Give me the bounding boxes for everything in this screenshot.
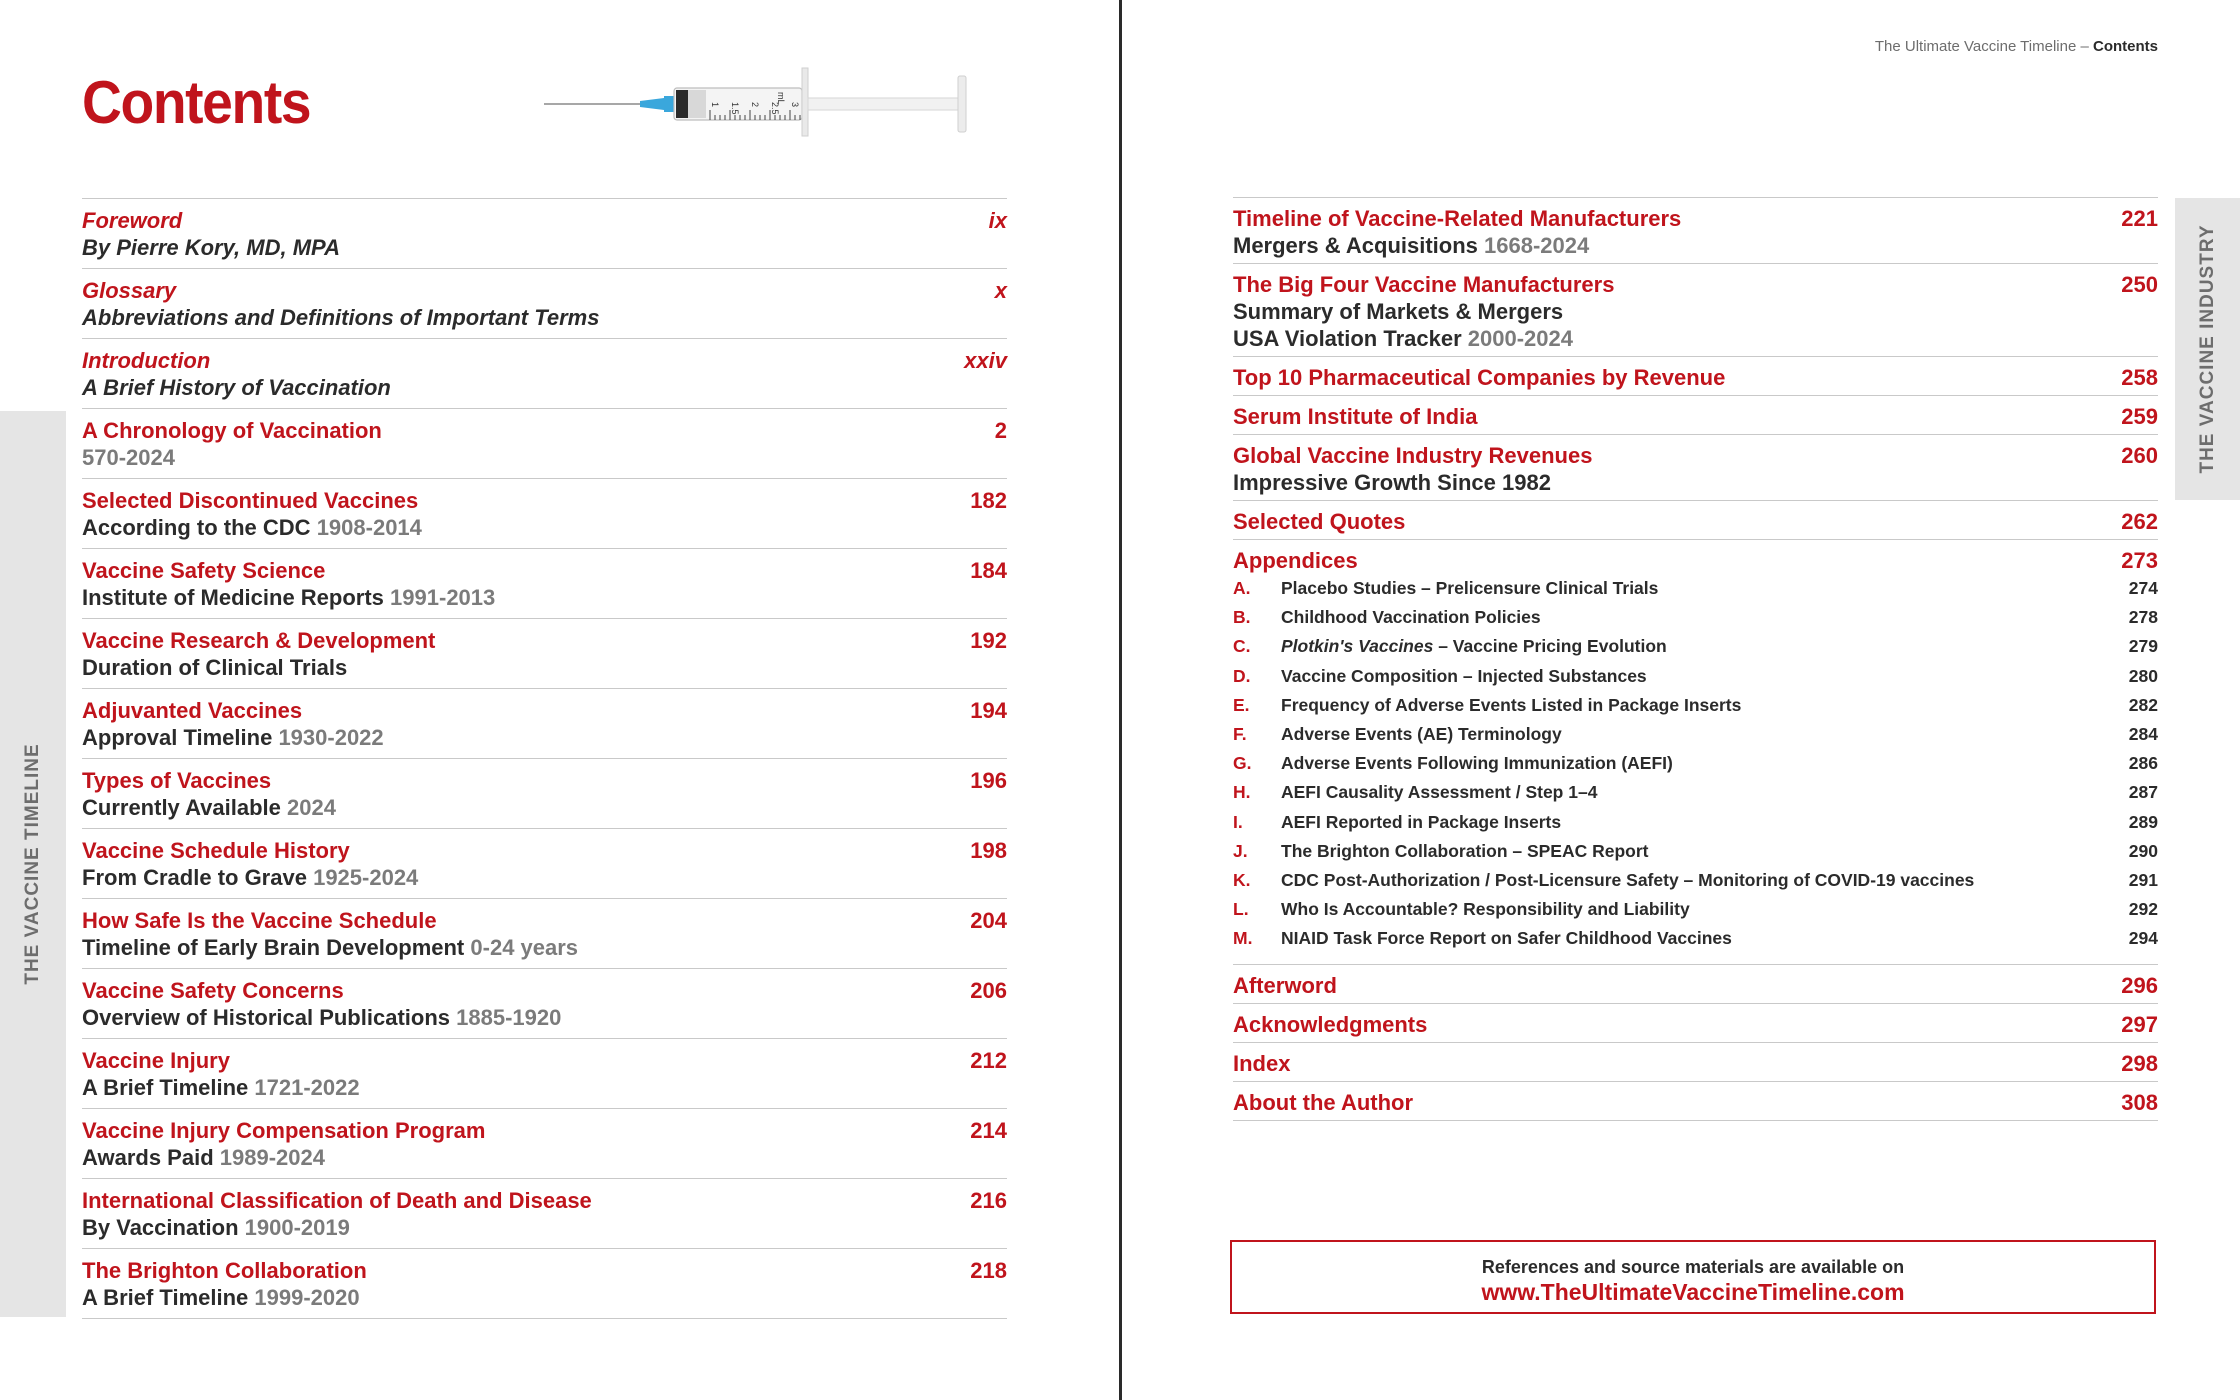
toc-entry[interactable] [1233, 1082, 2158, 1121]
appendix-item[interactable] [1233, 722, 2158, 751]
toc-entry[interactable] [1233, 1043, 2158, 1082]
toc-right-bottom-group [1233, 965, 2158, 1121]
toc-entry[interactable] [82, 1249, 1007, 1319]
appendix-page: 284 [2128, 723, 2158, 744]
appendix-title-text: Frequency of Adverse Events Listed in Package Inserts [1281, 694, 1742, 715]
appendix-item[interactable] [1233, 926, 2158, 955]
appendix-title[interactable] [1281, 693, 1741, 717]
appendix-letter: K. [1233, 869, 1251, 890]
toc-entry-subtitle [1233, 298, 2158, 325]
toc-entry-subtitle [82, 1004, 1007, 1031]
side-tab-vaccine-industry [2175, 198, 2240, 500]
appendix-page: 280 [2128, 665, 2158, 686]
appendix-title-text: Who Is Accountable? Responsibility and Liability [1281, 899, 1690, 920]
appendix-item[interactable] [1233, 810, 2158, 839]
appendix-title-text: CDC Post-Authorization / Post-Licensure Safety – Monitoring of COVID-19 vaccines [1281, 869, 1975, 890]
toc-entry-subtitle [82, 444, 1007, 471]
toc-entry[interactable] [82, 269, 1007, 339]
appendix-page: 289 [2128, 811, 2158, 832]
toc-entry-subtitle [82, 234, 1007, 261]
toc-entry-subtitle-text: By Pierre Kory, MD, MPA [82, 235, 340, 260]
toc-entry[interactable] [82, 1109, 1007, 1179]
toc-entry-years: 0-24 years [470, 935, 579, 960]
toc-entry-title[interactable]: Foreword [82, 208, 183, 233]
toc-entry-subtitle-text: Currently Available [82, 795, 281, 820]
toc-entry-subtitle [82, 1074, 1007, 1101]
toc-entry-subtitle [82, 654, 1007, 681]
toc-entry-subtitle [82, 514, 1007, 541]
running-header [1875, 38, 2158, 55]
toc-entry-subtitle-text: Summary of Markets & Mergers [1233, 299, 1564, 324]
toc-entry-subtitle-text: Approval Timeline [82, 725, 273, 750]
appendix-title[interactable] [1281, 780, 1597, 804]
appendix-title-italic: Plotkin's Vaccines [1281, 636, 1434, 657]
toc-entry-page: 298 [2121, 1050, 2158, 1076]
appendix-letter: D. [1233, 665, 1251, 686]
toc-entry-appendices[interactable] [1233, 540, 2158, 965]
toc-entry-page: 2 [994, 418, 1007, 443]
toc-entry-page: 296 [2121, 972, 2158, 998]
toc-right [1233, 197, 2158, 1121]
toc-entry-title[interactable]: Vaccine Safety Science [82, 558, 326, 583]
toc-right-top-group [1233, 198, 2158, 540]
toc-entry-page: 216 [970, 1188, 1007, 1213]
toc-entry-page: 258 [2121, 365, 2158, 390]
toc-entry-title[interactable]: Types of Vaccines [82, 768, 272, 793]
toc-entry-page: 308 [2121, 1089, 2158, 1115]
appendix-page: 292 [2128, 899, 2158, 920]
toc-entry-title[interactable]: A Chronology of Vaccination [82, 418, 382, 443]
toc-entry-page: 206 [970, 978, 1007, 1003]
appendix-page: 279 [2128, 636, 2158, 657]
toc-entry-title[interactable]: International Classification of Death and Disease [82, 1188, 592, 1213]
toc-entry-title[interactable]: Selected Quotes [1233, 509, 1406, 534]
toc-entry-subtitle [82, 934, 1007, 961]
toc-entry-page: 204 [970, 908, 1007, 933]
toc-entry-subtitle-text: Timeline of Early Brain Development [82, 935, 465, 960]
appendix-page: 287 [2128, 782, 2158, 803]
toc-entry-title[interactable]: Top 10 Pharmaceutical Companies by Revenue [1233, 365, 1726, 390]
toc-entry-years: 1989-2024 [219, 1145, 325, 1170]
appendix-title-text: – Vaccine Pricing Evolution [1433, 636, 1667, 657]
references-box [1230, 1240, 2156, 1314]
appendix-item[interactable] [1233, 839, 2158, 868]
running-header-section: Contents [2093, 38, 2158, 55]
left-page [0, 0, 1119, 1400]
toc-entry-subtitle [82, 1144, 1007, 1171]
appendix-title[interactable] [1281, 868, 1974, 892]
toc-entry[interactable] [82, 1039, 1007, 1109]
appendix-title-text: Childhood Vaccination Policies [1281, 607, 1541, 628]
appendix-item[interactable] [1233, 576, 2158, 605]
toc-entry-title[interactable]: Appendices [1233, 548, 1358, 573]
syringe-scale-label: 1.5 [730, 102, 740, 115]
toc-entry-subtitle [82, 1284, 1007, 1311]
toc-entry-page: xxiv [964, 348, 1007, 373]
toc-entry[interactable] [1233, 965, 2158, 1004]
toc-entry-subtitle-text: USA Violation Tracker [1233, 326, 1462, 351]
toc-entry[interactable] [82, 829, 1007, 899]
appendix-page: 290 [2128, 840, 2158, 861]
toc-entry-page: 212 [970, 1048, 1007, 1073]
appendix-item[interactable] [1233, 664, 2158, 693]
appendix-item[interactable] [1233, 634, 2158, 663]
toc-entry[interactable] [82, 689, 1007, 759]
toc-entry-title[interactable]: Adjuvanted Vaccines [82, 698, 303, 723]
appendix-title-text: Placebo Studies – Prelicensure Clinical Trials [1281, 578, 1659, 598]
toc-entry-title[interactable]: Vaccine Schedule History [82, 838, 350, 863]
toc-entry-title[interactable]: Vaccine Safety Concerns [82, 978, 344, 1003]
side-tab-vaccine-timeline [0, 411, 66, 1317]
appendix-title[interactable] [1281, 839, 1649, 863]
toc-entry-page: 260 [2121, 443, 2158, 468]
toc-entry-title[interactable]: Afterword [1233, 972, 1337, 998]
toc-entry[interactable] [1233, 198, 2158, 264]
appendix-title[interactable] [1281, 897, 1690, 921]
appendix-title-text: Adverse Events Following Immunization (AEFI) [1281, 753, 1673, 774]
toc-entry-subtitle-text: Mergers & Acquisitions [1233, 233, 1478, 258]
toc-entry[interactable] [82, 619, 1007, 689]
toc-entry-subtitle-text: Abbreviations and Definitions of Important Terms [82, 305, 600, 330]
appendix-title[interactable] [1281, 634, 1667, 658]
toc-entry-subtitle-text: A Brief History of Vaccination [82, 375, 391, 400]
toc-entry[interactable] [82, 759, 1007, 829]
toc-entry-subtitle-text: According to the CDC [82, 515, 311, 540]
syringe-scale-label: 3 [790, 102, 800, 108]
appendix-title[interactable] [1281, 810, 1561, 834]
toc-entry-page: 218 [970, 1258, 1007, 1283]
book-spine-divider [1119, 0, 1122, 1400]
page-title: Contents [82, 69, 311, 136]
appendix-item[interactable] [1233, 868, 2158, 897]
toc-entry-page: 214 [970, 1118, 1007, 1143]
toc-entry[interactable] [82, 339, 1007, 409]
toc-entry-subtitle [82, 724, 1007, 751]
toc-entry-years: 1930-2022 [278, 725, 384, 750]
toc-entry-subtitle-text: Overview of Historical Publications [82, 1005, 450, 1030]
toc-entry-subtitle [1233, 325, 2158, 352]
toc-entry-subtitle [82, 304, 1007, 331]
toc-entry-title[interactable]: Glossary [82, 278, 177, 303]
syringe-scale-label: 1 [710, 102, 720, 108]
appendix-letter: F. [1233, 723, 1247, 744]
toc-entry-subtitle [82, 1214, 1007, 1241]
toc-entry-title[interactable]: The Brighton Collaboration [82, 1258, 367, 1283]
toc-entry[interactable] [1233, 435, 2158, 501]
appendix-letter: E. [1233, 694, 1250, 715]
references-url-link[interactable]: www.TheUltimateVaccineTimeline.com [1481, 1279, 1905, 1305]
toc-entry-page: 297 [2121, 1011, 2158, 1037]
toc-entry-title[interactable]: The Big Four Vaccine Manufacturers [1233, 272, 1615, 297]
appendix-page: 278 [2128, 607, 2158, 628]
toc-entry-subtitle-text: Institute of Medicine Reports [82, 585, 384, 610]
toc-entry[interactable] [82, 1179, 1007, 1249]
toc-entry-title[interactable]: Selected Discontinued Vaccines [82, 488, 419, 513]
references-text: References and source materials are available on [1481, 1257, 1905, 1277]
appendix-letter: B. [1233, 607, 1251, 628]
toc-entry-years: 1721-2022 [254, 1075, 360, 1100]
toc-entry-subtitle-text: Impressive Growth Since 1982 [1233, 470, 1551, 495]
toc-entry-title[interactable]: About the Author [1233, 1089, 1414, 1115]
appendix-title-text: Vaccine Composition – Injected Substances [1281, 665, 1647, 686]
appendix-letter: I. [1233, 811, 1243, 832]
appendix-title-text: Adverse Events (AE) Terminology [1281, 723, 1562, 744]
toc-entry-years: 1900-2019 [244, 1215, 350, 1240]
syringe-icon [540, 62, 1015, 142]
toc-entry-years: 1925-2024 [313, 865, 419, 890]
appendix-page: 286 [2128, 753, 2158, 774]
syringe-scale-label: 2 [750, 102, 760, 108]
appendix-item[interactable] [1233, 693, 2158, 722]
toc-entry-page: 198 [970, 838, 1007, 863]
toc-entry-page: 262 [2121, 509, 2158, 534]
appendix-letter: G. [1233, 753, 1252, 774]
syringe-scale-label: 2.5 [770, 102, 780, 115]
toc-entry-page: 250 [2121, 272, 2158, 297]
toc-entry[interactable] [82, 199, 1007, 269]
toc-entry-title[interactable]: Vaccine Injury Compensation Program [82, 1118, 486, 1143]
toc-entry-subtitle-text: From Cradle to Grave [82, 865, 307, 890]
toc-entry-subtitle [82, 794, 1007, 821]
toc-entry-subtitle-text: By Vaccination [82, 1215, 239, 1240]
toc-entry[interactable] [1233, 357, 2158, 396]
toc-entry-years: 1885-1920 [456, 1005, 562, 1030]
appendix-item[interactable] [1233, 897, 2158, 926]
toc-entry-subtitle [82, 584, 1007, 611]
appendix-title-text: NIAID Task Force Report on Safer Childhood Vaccines [1281, 928, 1732, 949]
toc-entry-title[interactable]: Index [1233, 1050, 1291, 1076]
toc-entry-subtitle [82, 374, 1007, 401]
toc-entry[interactable] [1233, 264, 2158, 357]
appendix-title-text: The Brighton Collaboration – SPEAC Report [1281, 840, 1649, 861]
toc-entry-years: 1999-2020 [254, 1285, 360, 1310]
toc-entry[interactable] [1233, 501, 2158, 540]
toc-entry-years: 1668-2024 [1484, 233, 1590, 258]
toc-left [82, 198, 1007, 1319]
toc-entry-page: 192 [970, 628, 1007, 653]
appendix-letter: J. [1233, 840, 1248, 861]
toc-entry-page: 194 [970, 698, 1007, 723]
appendix-title[interactable] [1281, 751, 1673, 775]
toc-entry-title[interactable]: Vaccine Research & Development [82, 628, 436, 653]
toc-entry-page: ix [988, 208, 1007, 233]
toc-entry-page: 196 [970, 768, 1007, 793]
running-header-book: The Ultimate Vaccine Timeline [1874, 38, 2077, 55]
toc-entry-page: 182 [970, 488, 1007, 513]
appendix-title[interactable] [1281, 576, 1658, 600]
toc-entry[interactable] [82, 969, 1007, 1039]
side-tab-label: THE VACCINE INDUSTRY [2196, 224, 2218, 474]
toc-entry-years: 2000-2024 [1467, 326, 1573, 351]
appendix-letter: H. [1233, 782, 1251, 803]
appendix-item[interactable] [1233, 605, 2158, 634]
toc-entry-years: 570-2024 [82, 445, 175, 470]
appendix-title-text: AEFI Reported in Package Inserts [1281, 811, 1562, 832]
appendix-page: 282 [2128, 694, 2158, 715]
toc-entry[interactable] [1233, 1004, 2158, 1043]
toc-entry-title[interactable]: Global Vaccine Industry Revenues [1233, 443, 1593, 468]
toc-entry-page: 184 [970, 558, 1007, 583]
toc-entry-page: 221 [2121, 206, 2158, 231]
toc-entry-subtitle-text: Duration of Clinical Trials [82, 655, 348, 680]
toc-entry-title[interactable]: Vaccine Injury [82, 1048, 230, 1073]
appendix-list [1233, 576, 2158, 955]
appendix-page: 274 [2128, 578, 2158, 598]
running-header-separator: – [2076, 38, 2093, 55]
appendix-letter: M. [1233, 928, 1253, 949]
appendix-item[interactable] [1233, 751, 2158, 780]
toc-entry-page: x [994, 278, 1007, 303]
toc-entry-subtitle-text: A Brief Timeline [82, 1285, 249, 1310]
toc-entry-subtitle-text: A Brief Timeline [82, 1075, 249, 1100]
toc-entry-title[interactable]: Serum Institute of India [1233, 404, 1478, 429]
syringe-unit-label: mL [776, 92, 786, 105]
toc-entry-title[interactable]: Timeline of Vaccine-Related Manufacturers [1233, 206, 1682, 231]
appendix-title-text: AEFI Causality Assessment / Step 1–4 [1281, 782, 1598, 803]
appendix-page: 291 [2128, 869, 2158, 890]
toc-entry-page: 259 [2121, 404, 2158, 429]
toc-entry[interactable] [82, 549, 1007, 619]
appendix-title[interactable] [1281, 605, 1541, 629]
appendix-title[interactable] [1281, 722, 1562, 746]
toc-entry[interactable] [82, 899, 1007, 969]
toc-entry-years: 1908-2014 [316, 515, 422, 540]
toc-entry-subtitle-text: Awards Paid [82, 1145, 214, 1170]
toc-entry-page: 273 [2121, 548, 2158, 573]
toc-entry-years: 1991-2013 [390, 585, 496, 610]
toc-entry[interactable] [1233, 396, 2158, 435]
toc-entry-title[interactable]: How Safe Is the Vaccine Schedule [82, 908, 437, 933]
appendix-page: 294 [2128, 928, 2158, 949]
toc-entry-subtitle [1233, 469, 2158, 496]
toc-entry[interactable] [82, 479, 1007, 549]
toc-entry-title[interactable]: Acknowledgments [1233, 1011, 1428, 1037]
appendix-item[interactable] [1233, 780, 2158, 809]
toc-entry-subtitle [1233, 232, 2158, 259]
side-tab-label: THE VACCINE TIMELINE [22, 743, 43, 985]
appendix-title[interactable] [1281, 926, 1732, 950]
toc-entry-subtitle [82, 864, 1007, 891]
appendix-letter: L. [1233, 899, 1249, 920]
appendix-letter: C. [1233, 636, 1251, 657]
appendix-title[interactable] [1281, 664, 1647, 688]
appendix-letter: A. [1233, 578, 1251, 598]
toc-entry-title[interactable]: Introduction [82, 348, 211, 373]
toc-entry[interactable] [82, 409, 1007, 479]
toc-entry-years: 2024 [287, 795, 336, 820]
